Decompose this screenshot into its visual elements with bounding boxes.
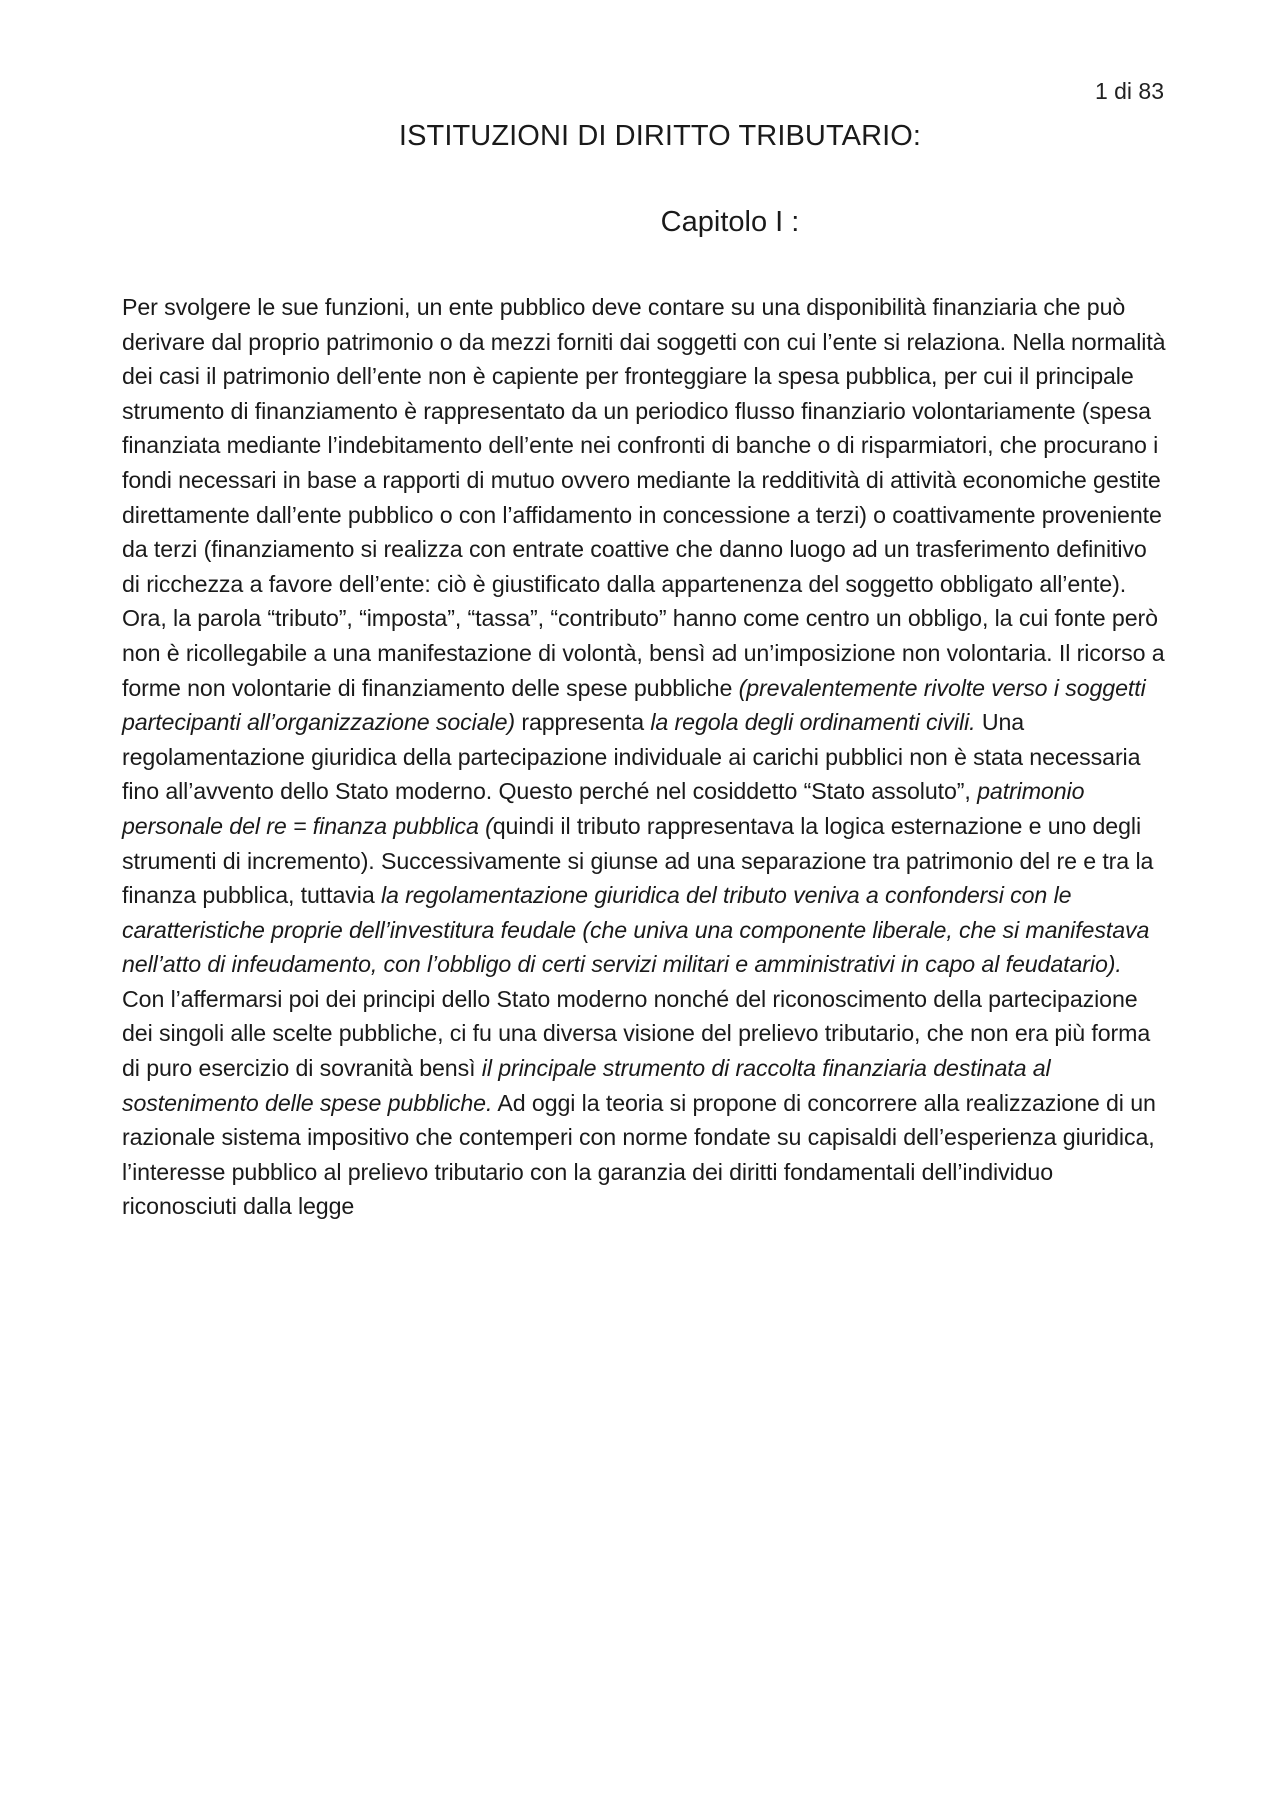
body-text [122, 290, 1166, 1224]
text-segment: Ora, la parola “tributo”, “imposta”, “tassa”, “contributo” hanno come centro un obbligo, la cui fonte però non è ricollegabile a una manifestazione di volontà, bensì ad un’imposizione non volontaria. Il ricorso a forme non volontarie di finanziamento delle spese pubbliche [122, 605, 1165, 701]
paragraph-1: Per svolgere le sue funzioni, un ente pubblico deve contare su una disponibilità finanziaria che può derivare dal proprio patrimonio o da mezzi forniti dai soggetti con cui l’ente si relaziona. Nella normalità dei casi il patrimonio dell’ente non è capiente per fronteggiare la spesa pubblica, per cui il principale strumento di finanziamento è rappresentato da un periodico flusso finanziario volontariamente (spesa finanziata mediante l’indebitamento dell’ente nei confronti di banche o di risparmiatori, che procurano i fondi necessari in base a rapporti di mutuo ovvero mediante la redditività di attività economiche gestite direttamente dall’ente pubblico o con l’affidamento in concessione a terzi) o coattivamente proveniente da terzi (finanziamento si realizza con entrate coattive che danno luogo ad un trasferimento definitivo di ricchezza a favore dell’ente: ciò è giustificato dalla appartenenza del soggetto obbligato all’ente). [122, 294, 1166, 597]
italic-segment: patrimonio personale del re = finanza pubblica ( [122, 778, 1085, 839]
document-title: ISTITUZIONI DI DIRITTO TRIBUTARIO: [398, 120, 922, 152]
text-segment: Con l’affermarsi poi dei principi dello Stato moderno nonché del riconoscimento della partecipazione dei singoli alle scelte pubbliche, ci fu una diversa visione del prelievo tributario, che non era più forma di puro esercizio di sovranità bensì [122, 985, 1151, 1082]
italic-segment: la regola degli ordinamenti civili. [650, 709, 976, 736]
text-segment: rappresenta [515, 709, 651, 736]
page-number: 1 di 83 [1094, 78, 1164, 104]
chapter-title: Capitolo I : [660, 206, 800, 238]
italic-segment: (prevalentemente rivolte verso i soggetti partecipanti all’organizzazione sociale) [122, 674, 1146, 736]
text-segment: quindi il tributo rappresentava la logica esternazione e uno degli strumenti di incremento). Successivamente si giunse ad una separazione tra patrimonio del re e tra la finanza pubblica, tuttavia [122, 812, 1154, 909]
italic-segment: la regolamentazione giuridica del tributo veniva a confondersi con le caratteristiche proprie dell’investitura feudale (che univa una componente liberale, che si manifestava nell’atto di infeudamento, con l’obbligo di certi servizi militari e amministrativi in capo al feudatario). [122, 882, 1150, 978]
italic-segment: il principale strumento di raccolta finanziaria destinata al sostenimento delle spese pubbliche. [122, 1055, 1051, 1116]
paragraph-2 [122, 601, 1166, 1224]
text-segment: Ad oggi la teoria si propone di concorrere alla realizzazione di un razionale sistema impositivo che contemperi con norme fondate su capisaldi dell’esperienza giuridica, l’interesse pubblico al prelievo tributario con la garanzia dei diritti fondamentali dell’individuo riconosciuti dalla legge [122, 1089, 1156, 1220]
text-segment: Una regolamentazione giuridica della partecipazione individuale ai carichi pubblici non è stata necessaria fino all’avvento dello Stato moderno. Questo perché nel cosiddetto “Stato assoluto”, [122, 709, 1141, 805]
